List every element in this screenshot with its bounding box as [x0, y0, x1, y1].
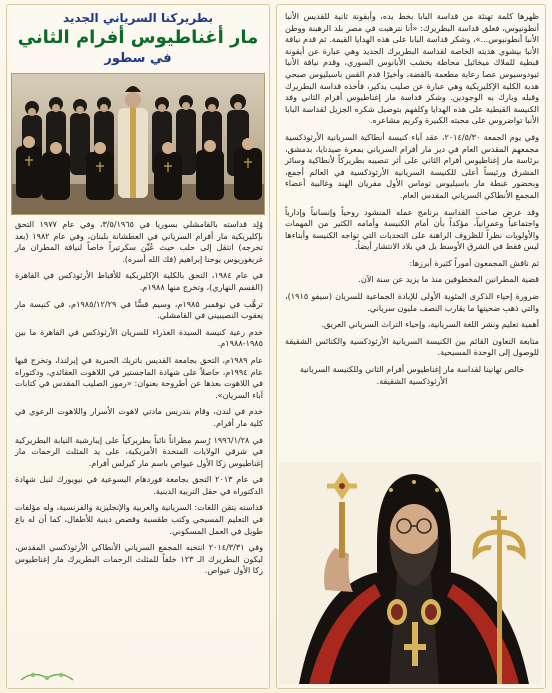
bio-paragraph: في ١٩٩٦/١/٢٨ رُسم مطراناً نائباً بطريركياً على إيبارشية النيابة البطريركية في شرقي الولايات المتحدة الأمريكية، على يد المثلث الرحمات مار إغناطيوس زكا الأول عيواص باسم مار كيرلس أفرام. — [15, 434, 263, 468]
bio-paragraph: في عام ١٩٨٤، التحق بالكلية الإكليريكية للأقباط الأرثوذكس في القاهرة (القسم النهاري)، وتخرج منها ١٩٨٨م. — [15, 270, 263, 292]
article-paragraph: وقد عرض صاحب القداسة برنامج عمله المنشود روحياً وإنسانياً وإدارياً واجتماعياً وعمرانياً، مؤكداً بأن أمام الكنيسة وأمامه الكثير من المهمات والأولويات نظراً للظروف الراهنة على التحديات التي تواجه الكنيسة وأبناءها ليس فقط في الشرق الأوسط بل في بلاد الانتشار أيضاً. — [285, 206, 539, 252]
bio-paragraph: ترهَّب في نوفمبر ١٩٨٥م، وسيم قسًّا في ١٩٨٥/١٢/٢٩م، في كنيسة مار يعقوب النصيبيني في القامشلي. — [15, 298, 263, 321]
article-paragraph: ظهرها كلمة تهنئة من قداسة البابا بخط يده، وأيقونة ثانية للقديس الأنبا أنطونيوس، فعلق قداسة البطريرك: «أنا نترهبت في مصر بلد الرهبنة ووطن الأنبا أنطونيوس...»، وشكر قداسة البابا على هذه الهدايا القيمة. ثم قدم نيافة الأنبا بيشوي هديته الخاصة لقداسة البطريرك الجديد وهي عبارة عن أيقونة قبطية للملاك ميخائيل محاطة بخشب الأبانوس السوري، وقدم نيافة الأنبا ثيودوسيوس عصا رعاية مطعمة بالفضة، وأخيرًا قدم القس باسيليوس صبحي هدية الكلية الإكليريكية وهي عبارة عن صليب يدكير، فأخذه قداسة البطريرك وقبله وبارك به الوجودين. وشكر قداسة مار إغناطيوس أفرام الثاني وفد الكنيسة القبطية على هذه الهدايا وكلفهم بتوصيل شكره الجزيل لقداسة البابا الأنبا تواضروس على محبته الكبيرة وكريم مشاعره. — [285, 11, 539, 126]
right-column — [276, 4, 546, 689]
bio-paragraph: خدم رعية كنيسة السيدة العذراء للسريان الأرثوذكس في القاهرة ما بين ١٩٨٥-١٩٨٨م. — [15, 326, 263, 349]
header-supra: بطريركنا السرياني الجديد — [63, 11, 213, 25]
article-paragraph: ضرورة إحياء الذكرى المئوية الأولى للإبادة الجماعية للسريان (سيفو ١٩١٥)، والتي ذهب ضحيتها ما يقارب النصف مليون سرياني. — [285, 291, 539, 313]
article-paragraph: وفي يوم الجمعة ٢٠١٤/٥/٣٠، عقد آباء كنيسة أنطاكية السريانية الأرثوذكسية مجمعهم المقدس العام في دير مار أفرام السرياني بمعرة صيدنايا، بدمشق، برئاسة مار إغناطيوس أفرام الثاني على أثر تنصيبه بطريركاً لأنطاكية وسائر المشرق ورئيساً أعلى للكنيسة السريانية الأرثوذكسية في العالم أجمع، وبحضور غبطة مار باسيليوس توماس الأول مفريان الهند وغالبية أعضاء المجمع الأنطاكي السرياني المقدس العام. — [285, 131, 539, 200]
group-photo-illustration — [12, 74, 265, 215]
bio-paragraph: وفي ٢٠١٤/٣/٣١ انتخبه المجمع السرياني الأنطاكي الأرثوذكسي المقدس، ليكون البطريرك الـ ١٢٣ خلفاً للمثلث الرحمات البطريرك مار إغناطيوس زكا الأول عيواص. — [15, 542, 263, 576]
bio-paragraph: وُلِد قداسته بالقامشلي بسوريا في ٣/٥/١٩٦٥، وفي عام ١٩٧٧ التحق بإكليريكية مار أفرام السرياني في العطشانة بلبنان، وفي عام ١٩٨٢ (بعد تخرجه) انتقل إلى حلب حيث عُيِّن سكرتيراً خاصاً لنيافة المطران مار غريغوريوس يوحنا إبراهيم (فك الله أسره). — [15, 219, 264, 264]
bio-paragraph: خدم في لندن، وقام بتدريس مادتي لاهوت الأسرار واللاهوت الرعوي في كلية مار أفرام. — [15, 406, 263, 428]
article-paragraph: متابعة التعاون القائم بين الكنيسة السريانية الأرثوذكسية والكنائس الشقيقة للوصول إلى الوحدة المسيحية. — [285, 335, 539, 358]
closing-paragraph: خالص تهانينا لقداسة مار إغناطيوس أفرام الثاني وللكنيسة السريانية الأرثوذكسية الشقيقة. — [299, 364, 525, 386]
left-bio-text — [15, 219, 263, 582]
patriarch-portrait — [279, 462, 541, 684]
article-title: مار أغناطيوس أفرام الثاني — [17, 27, 259, 48]
group-photo — [11, 73, 265, 215]
bio-paragraph: عام ١٩٨٩م، التحق بجامعة القديس باتريك الحبرية في إيرلندا، وتخرج فيها عام ١٩٩٤م، حاصلاً على شهادة الماجستير في اللاهوت العقائدي، ودكتوراه في اللاهوت بعدها عن أطروحة بعنوان: «رموز الصليب المقدس في كتابات آباء السريان». — [15, 354, 263, 400]
article-paragraph: ثم ناقش المجمعون أموراً كثيرة أبرزها: — [409, 257, 539, 268]
floral-ornament-icon — [19, 668, 75, 684]
patriarch-portrait-illustration — [279, 462, 541, 684]
bio-paragraph: قداسته يتقن اللغات: السريانية والعربية والإنجليزية والفرنسية، وله مؤلفات في التعليم المسيحي وكتب طقسية وقصص دينية للأطفال، كما أن له باع طويل في العمل المسكوني. — [15, 502, 263, 536]
left-column — [6, 4, 270, 689]
right-article-text — [285, 11, 539, 392]
bio-paragraph: في عام ٢٠١٣ التحق بجامعة فوردهام اليسوعية في نيويورك لنيل شهادة الدكتوراه في حقل التربية الدينية. — [15, 474, 263, 496]
article-paragraph: قضية المطرانين المخطوفين منذ ما يزيد عن سنة الآن. — [358, 274, 539, 285]
article-paragraph: أهمية تعليم ونشر اللغة السريانية، وإحياء التراث السرياني العريق. — [321, 319, 539, 330]
article-subtitle: في سطور — [104, 51, 172, 66]
